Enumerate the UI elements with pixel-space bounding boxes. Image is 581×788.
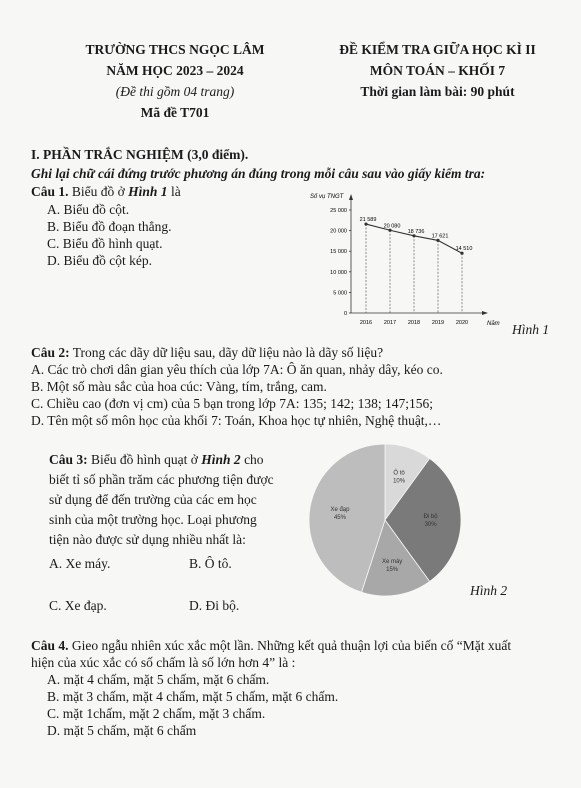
chart1-y-tick-label: 5 000 bbox=[333, 290, 347, 297]
school-year: NĂM HỌC 2023 – 2024 bbox=[106, 63, 244, 78]
chart1-y-tick-label: 15 000 bbox=[330, 249, 347, 256]
q3-option-b: B. Ô tô. bbox=[189, 556, 232, 571]
section-title: I. PHẦN TRẮC NGHIỆM (3,0 điểm). bbox=[31, 147, 249, 162]
q4-label: Câu 4. bbox=[31, 638, 69, 653]
chart1-y-tick-label: 20 000 bbox=[330, 228, 347, 235]
exam-subject: MÔN TOÁN – KHỐI 7 bbox=[369, 63, 506, 78]
chart1-ylabel: Số vụ TNGT bbox=[310, 194, 344, 200]
chart1-x-tick-label: 2019 bbox=[431, 320, 445, 326]
figure-1-line-chart bbox=[300, 185, 560, 330]
q3-text-1: Biểu đồ hình quạt ở bbox=[87, 452, 202, 467]
q3-option-a: A. Xe máy. bbox=[49, 556, 111, 571]
q1-text-before: Biểu đồ ở bbox=[68, 184, 129, 199]
figure-2-pie-chart bbox=[300, 440, 470, 605]
q4-option-b: B. mặt 3 chấm, mặt 4 chấm, mặt 5 chấm, mặt 6 chấm. bbox=[47, 689, 339, 704]
q3-line-5: tiện nào được sử dụng nhiều nhất là: bbox=[49, 532, 246, 547]
q1-option-d: D. Biểu đồ cột kép. bbox=[47, 253, 152, 268]
q3-label: Câu 3: bbox=[49, 452, 88, 467]
chart1-xlabel: Năm bbox=[487, 321, 500, 327]
q3-figure-ref: Hình 2 bbox=[201, 452, 241, 467]
chart1-value-label: 17 621 bbox=[431, 233, 449, 240]
pie-slice-value: 45% bbox=[333, 514, 346, 521]
chart1-x-tick-label: 2017 bbox=[383, 320, 397, 326]
pie-slice-value: 30% bbox=[424, 522, 437, 528]
q3-text-1-after: cho bbox=[240, 452, 264, 467]
chart1-x-arrow bbox=[482, 311, 488, 315]
pie-slice-label: Xe máy bbox=[381, 559, 403, 566]
q4-text-1: Gieo ngẫu nhiên xúc xắc một lần. Những kết quả thuận lợi của biến cố “Mặt xuất bbox=[68, 638, 512, 653]
chart1-y-tick-label: 10 000 bbox=[330, 269, 347, 276]
chart1-y-tick-label: 0 bbox=[343, 311, 347, 317]
q4-line-1 bbox=[31, 637, 511, 654]
q4-option-d: D. mặt 5 chấm, mặt 6 chấm bbox=[47, 723, 197, 738]
q3-line-1 bbox=[49, 451, 264, 468]
q1-figure-ref: Hình 1 bbox=[128, 184, 168, 199]
pages-note: (Đề thi gồm 04 trang) bbox=[115, 84, 235, 99]
chart1-x-tick-label: 2016 bbox=[359, 320, 373, 326]
exam-code: Mã đề T701 bbox=[140, 105, 210, 120]
exam-title: ĐỀ KIỂM TRA GIỮA HỌC KÌ II bbox=[339, 42, 536, 57]
q2-option-d: D. Tên một số môn học của khối 7: Toán, Khoa học tự nhiên, Nghệ thuật,… bbox=[31, 413, 442, 428]
pie-slice-value: 10% bbox=[393, 478, 406, 485]
q4-option-a: A. mặt 4 chấm, mặt 5 chấm, mặt 6 chấm. bbox=[47, 672, 270, 687]
chart1-value-label: 21 589 bbox=[359, 217, 377, 224]
q3-line-2: biết tỉ số phần trăm các phương tiện được bbox=[49, 472, 274, 487]
section-instruction: Ghi lại chữ cái đứng trước phương án đúng trong mỗi câu sau vào giấy kiểm tra: bbox=[31, 166, 486, 181]
q4-option-c: C. mặt 1chấm, mặt 2 chấm, mặt 3 chấm. bbox=[47, 706, 266, 721]
q2-option-c: C. Chiều cao (đơn vị cm) của 5 bạn trong lớp 7A: 135; 142; 138; 147;156; bbox=[31, 396, 433, 411]
q1-option-b: B. Biểu đồ đoạn thẳng. bbox=[47, 219, 172, 234]
q2-label: Câu 2: bbox=[31, 345, 70, 360]
exam-time: Thời gian làm bài: 90 phút bbox=[360, 84, 515, 99]
q3-option-d: D. Đi bộ. bbox=[189, 598, 240, 613]
pie-slice-label: Xe đạp bbox=[330, 506, 350, 513]
q1-option-a: A. Biểu đồ cột. bbox=[47, 202, 130, 217]
q2-option-a: A. Các trò chơi dân gian yêu thích của lớp 7A: Ô ăn quan, nhảy dây, kéo co. bbox=[31, 362, 443, 377]
figure-1-caption: Hình 1 bbox=[512, 322, 550, 337]
figure-2-caption: Hình 2 bbox=[470, 583, 508, 598]
pie-slice-value: 15% bbox=[386, 567, 399, 574]
chart1-value-label: 18 736 bbox=[407, 228, 425, 235]
pie-slice-label: Đi bộ bbox=[423, 514, 438, 520]
chart1-x-tick-label: 2018 bbox=[407, 320, 421, 326]
chart1-y-tick-label: 25 000 bbox=[330, 208, 347, 214]
q1-stem bbox=[31, 183, 181, 200]
q2-text: Trong các dãy dữ liệu sau, dãy dữ liệu nào là dãy số liệu? bbox=[69, 345, 384, 360]
q1-label: Câu 1. bbox=[31, 184, 69, 199]
q3-line-4: sinh của một trường học. Loại phương bbox=[49, 512, 257, 527]
q2-stem bbox=[31, 344, 383, 361]
q4-line-2: hiện của xúc xắc có số chấm là số lớn hơn 4” là : bbox=[31, 655, 296, 670]
pie-slice-label: Ô tô bbox=[393, 470, 405, 477]
chart1-value-label: 20 080 bbox=[383, 223, 401, 230]
school-name: TRƯỜNG THCS NGỌC LÂM bbox=[85, 42, 265, 57]
q2-option-b: B. Một số màu sắc của hoa cúc: Vàng, tím, trắng, cam. bbox=[31, 379, 327, 394]
q3-line-3: sử dụng để đến trường của các em học bbox=[49, 492, 257, 507]
q1-text-after: là bbox=[167, 184, 181, 199]
q1-option-c: C. Biểu đồ hình quạt. bbox=[47, 236, 163, 251]
chart1-value-label: 14 510 bbox=[455, 246, 473, 253]
chart1-x-tick-label: 2020 bbox=[455, 320, 469, 326]
q3-option-c: C. Xe đạp. bbox=[49, 598, 107, 613]
chart1-y-arrow bbox=[349, 194, 353, 200]
